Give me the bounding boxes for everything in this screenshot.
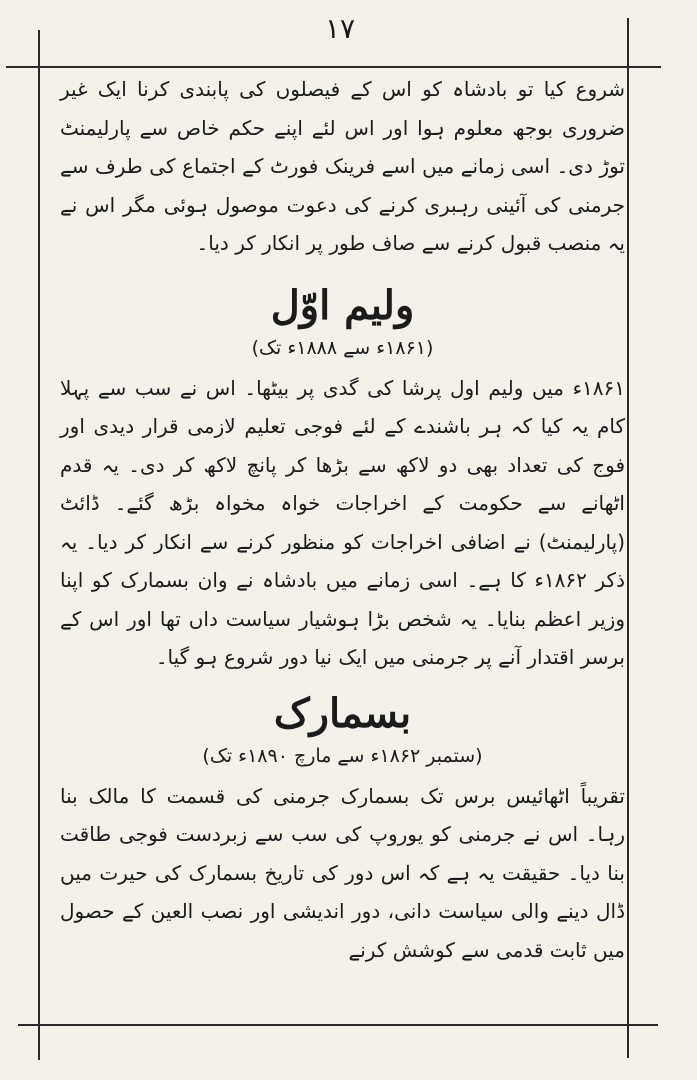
subheading-bismarck-dates: (ستمبر ۱۸۶۲ء سے مارچ ۱۸۹۰ء تک) — [202, 744, 483, 767]
bottom-rule — [18, 1024, 658, 1026]
paragraph-bismarck: تقریباً اٹھائیس برس تک بسمارک جرمنی کی قسمت کا مالک بنا رہا۔ اس نے جرمنی کو یوروپ کی سب سے زبردست فوجی طاقت بنا دیا۔ حقیقت یہ ہے کہ اس دور کی تاریخ بسمارک کی حیرت میں ڈال دینے والی سیاست دانی، دور اندیشی اور نصب العین کے حصول میں ثابت قدمی سے کوشش کرنے — [60, 783, 625, 962]
paragraph-william: ۱۸۶۱ء میں ولیم اول پرشا کی گدی پر بیٹھا۔ اس نے سب سے پہلا کام یہ کیا کہ ہر باشندے کے لئے فوجی تعلیم لازمی قرار دیدی اور فوج کی تعداد بھی دو لاکھ سے بڑھا کر پانچ لاکھ کر دی۔ یہ قدم اٹھانے سے حکومت کے اخراجات خواہ مخواہ بڑھ گئے۔ ڈائٹ (پارلیمنٹ) نے اضافی اخراجات کو منظور کرنے سے انکار کر دیا۔ یہ ذکر ۱۸۶۲ء کا ہے۔ اسی زمانے میں بادشاہ نے وان بسمارک کو اپنا وزیر اعظم بنایا۔ یہ شخص بڑا ہوشیار سیاست داں تھا اور اس کے برسر اقتدار آنے پر جرمنی میں ایک نیا دور شروع ہو گیا۔ — [60, 375, 625, 669]
heading-bismarck: بسمارک — [273, 689, 412, 737]
right-border-line — [627, 18, 629, 1058]
page-number: ١٧ — [324, 12, 356, 45]
page-content — [60, 70, 625, 1020]
top-rule — [6, 66, 661, 68]
paragraph-intro: شروع کیا تو بادشاہ کو اس کے فیصلوں کی پابندی کرنا ایک غیر ضروری بوجھ معلوم ہوا اور اس لئے اپنے حکم خاص سے پارلیمنٹ توڑ دی۔ اسی زمانے میں اسے فرینک فورٹ کے اجتماع کی طرف سے جرمنی کی آئینی رہبری کرنے کی دعوت موصول ہوئی مگر اس نے یہ منصب قبول کرنے سے صاف طور پر انکار کر دیا۔ — [60, 77, 625, 255]
heading-william-first: ولیم اوّل — [270, 281, 415, 329]
left-border-line — [38, 30, 40, 1060]
subheading-william-dates: (۱۸۶۱ء سے ۱۸۸۸ء تک) — [251, 336, 434, 359]
